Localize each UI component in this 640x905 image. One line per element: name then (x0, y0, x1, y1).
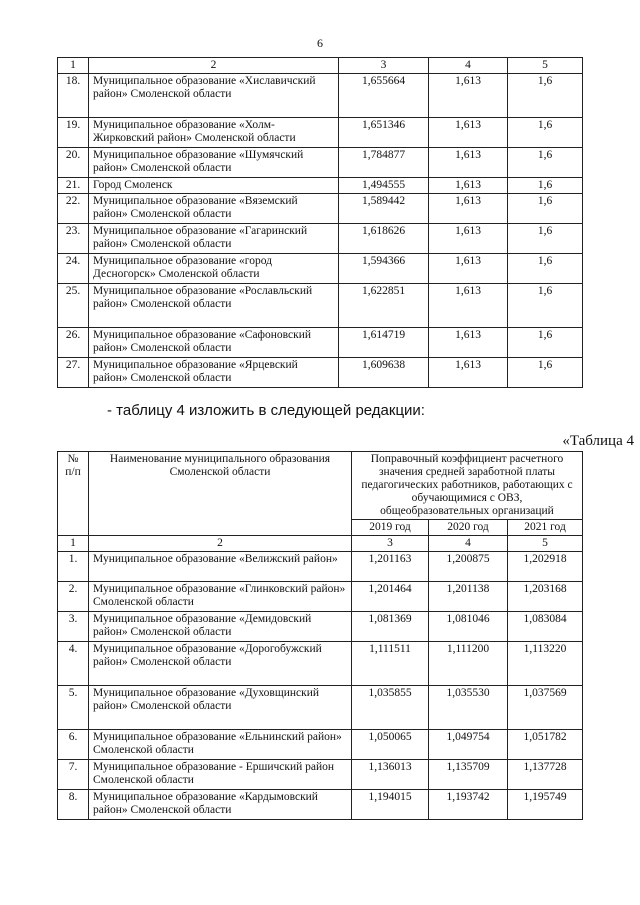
row-value: 1,613 (429, 224, 508, 254)
row-number: 21. (58, 178, 89, 194)
intro-text: - таблицу 4 изложить в следующей редакции: (107, 402, 425, 419)
row-value: 1,193742 (429, 790, 508, 820)
row-name: Муниципальное образование «Велижский район» (89, 552, 352, 582)
table-row (58, 118, 583, 148)
row-value: 1,6 (508, 74, 583, 118)
row-name: Муниципальное образование «Вяземский район» Смоленской области (89, 194, 339, 224)
row-number: 19. (58, 118, 89, 148)
row-number: 25. (58, 284, 89, 328)
row-name: Муниципальное образование «Глинковский район» Смоленской области (89, 582, 352, 612)
row-name: Муниципальное образование «Духовщинский район» Смоленской области (89, 686, 352, 730)
row-value: 1,081369 (352, 612, 429, 642)
row-value: 1,613 (429, 148, 508, 178)
row-number: 6. (58, 730, 89, 760)
row-value: 1,618626 (339, 224, 429, 254)
row-name: Муниципальное образование «Сафоновский район» Смоленской области (89, 328, 339, 358)
header-num: № п/п (58, 452, 89, 536)
row-number: 8. (58, 790, 89, 820)
colnum-1: 1 (58, 536, 89, 552)
header-year-2020: 2020 год (429, 520, 508, 536)
row-value: 1,6 (508, 328, 583, 358)
header-year-2021: 2021 год (508, 520, 583, 536)
table-4 (57, 451, 583, 820)
table-row (58, 224, 583, 254)
table-row (58, 74, 583, 118)
table-row (58, 790, 583, 820)
row-value: 1,589442 (339, 194, 429, 224)
row-value: 1,081046 (429, 612, 508, 642)
row-number: 27. (58, 358, 89, 388)
colnum-2: 2 (89, 58, 339, 74)
row-value: 1,051782 (508, 730, 583, 760)
row-value: 1,613 (429, 254, 508, 284)
table-row (58, 686, 583, 730)
colnum-4: 4 (429, 58, 508, 74)
row-value: 1,201163 (352, 552, 429, 582)
header-coefficient: Поправочный коэффициент расчетного значения средней заработной платы педагогических работников, работающих с обучающимися с ОВЗ, общеобразовательных организаций (352, 452, 583, 520)
row-value: 1,613 (429, 358, 508, 388)
row-number: 1. (58, 552, 89, 582)
row-name: Муниципальное образование «Холм-Жирковский район» Смоленской области (89, 118, 339, 148)
table-row (58, 730, 583, 760)
row-number: 7. (58, 760, 89, 790)
row-number: 2. (58, 582, 89, 612)
row-number: 22. (58, 194, 89, 224)
colnum-5: 5 (508, 58, 583, 74)
row-value: 1,651346 (339, 118, 429, 148)
colnum-2: 2 (89, 536, 352, 552)
row-value: 1,035855 (352, 686, 429, 730)
row-name: Муниципальное образование «Хиславичский район» Смоленской области (89, 74, 339, 118)
row-name: Муниципальное образование «Кардымовский район» Смоленской области (89, 790, 352, 820)
row-value: 1,201464 (352, 582, 429, 612)
row-value: 1,113220 (508, 642, 583, 686)
row-name: Муниципальное образование «Гагаринский район» Смоленской области (89, 224, 339, 254)
row-number: 5. (58, 686, 89, 730)
table-row (58, 328, 583, 358)
row-name: Муниципальное образование «Демидовский район» Смоленской области (89, 612, 352, 642)
header-year-2019: 2019 год (352, 520, 429, 536)
row-value: 1,613 (429, 194, 508, 224)
row-value: 1,6 (508, 118, 583, 148)
row-value: 1,202918 (508, 552, 583, 582)
row-value: 1,049754 (429, 730, 508, 760)
row-value: 1,6 (508, 178, 583, 194)
table-row (58, 760, 583, 790)
row-number: 26. (58, 328, 89, 358)
row-value: 1,194015 (352, 790, 429, 820)
row-value: 1,111511 (352, 642, 429, 686)
row-value: 1,613 (429, 284, 508, 328)
row-value: 1,083084 (508, 612, 583, 642)
page-number: 6 (317, 36, 323, 50)
row-value: 1,6 (508, 254, 583, 284)
table-4-label: «Таблица 4 (562, 433, 634, 449)
row-value: 1,037569 (508, 686, 583, 730)
row-value: 1,613 (429, 328, 508, 358)
row-name: Муниципальное образование «Ельнинский район» Смоленской области (89, 730, 352, 760)
row-value: 1,594366 (339, 254, 429, 284)
row-value: 1,6 (508, 148, 583, 178)
row-value: 1,6 (508, 358, 583, 388)
row-value: 1,200875 (429, 552, 508, 582)
row-value: 1,135709 (429, 760, 508, 790)
row-value: 1,613 (429, 118, 508, 148)
colnum-4: 4 (429, 536, 508, 552)
colnum-1: 1 (58, 58, 89, 74)
row-value: 1,6 (508, 224, 583, 254)
table-3-continued (57, 57, 583, 388)
row-number: 4. (58, 642, 89, 686)
row-value: 1,609638 (339, 358, 429, 388)
row-number: 23. (58, 224, 89, 254)
row-value: 1,613 (429, 74, 508, 118)
row-value: 1,201138 (429, 582, 508, 612)
row-number: 18. (58, 74, 89, 118)
row-value: 1,614719 (339, 328, 429, 358)
row-name: Муниципальное образование - Ершичский район Смоленской области (89, 760, 352, 790)
row-name: Муниципальное образование «Дорогобужский район» Смоленской области (89, 642, 352, 686)
table-row (58, 582, 583, 612)
row-number: 3. (58, 612, 89, 642)
row-name: Муниципальное образование «Рославльский район» Смоленской области (89, 284, 339, 328)
row-number: 20. (58, 148, 89, 178)
row-value: 1,784877 (339, 148, 429, 178)
colnum-3: 3 (339, 58, 429, 74)
row-value: 1,050065 (352, 730, 429, 760)
header-name: Наименование муниципального образования Смоленской области (89, 452, 352, 536)
row-value: 1,111200 (429, 642, 508, 686)
row-value: 1,655664 (339, 74, 429, 118)
colnum-3: 3 (352, 536, 429, 552)
row-name: Муниципальное образование «Ярцевский район» Смоленской области (89, 358, 339, 388)
row-value: 1,622851 (339, 284, 429, 328)
table-row (58, 148, 583, 178)
table-row (58, 552, 583, 582)
table-row (58, 194, 583, 224)
table-row (58, 612, 583, 642)
table-row (58, 358, 583, 388)
row-value: 1,6 (508, 194, 583, 224)
row-value: 1,6 (508, 284, 583, 328)
row-value: 1,195749 (508, 790, 583, 820)
table-row (58, 642, 583, 686)
row-value: 1,203168 (508, 582, 583, 612)
row-number: 24. (58, 254, 89, 284)
row-value: 1,494555 (339, 178, 429, 194)
row-value: 1,035530 (429, 686, 508, 730)
row-value: 1,613 (429, 178, 508, 194)
row-value: 1,136013 (352, 760, 429, 790)
colnum-5: 5 (508, 536, 583, 552)
table-row (58, 254, 583, 284)
colnum-row (58, 58, 583, 74)
row-name: Муниципальное образование «Шумячский район» Смоленской области (89, 148, 339, 178)
row-value: 1,137728 (508, 760, 583, 790)
table-row (58, 284, 583, 328)
table-row (58, 178, 583, 194)
row-name: Муниципальное образование «город Десногорск» Смоленской области (89, 254, 339, 284)
row-name: Город Смоленск (89, 178, 339, 194)
